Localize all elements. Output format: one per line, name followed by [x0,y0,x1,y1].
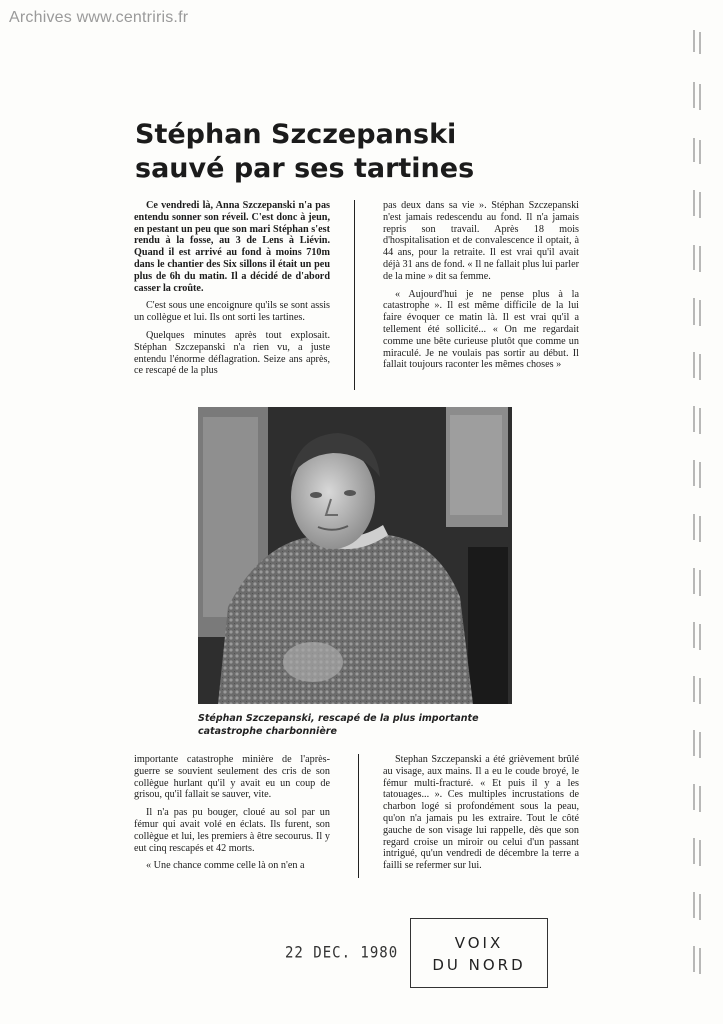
paragraph: « Une chance comme celle là on n'en a [146,860,305,872]
binder-margin-marks [688,30,718,990]
column-rule [358,754,359,878]
photo-caption: Stéphan Szczepanski, rescapé de la plus importante catastrophe charbonnière [198,713,479,737]
article-column-3 [134,754,330,878]
source-line-2: DU NORD [432,956,526,974]
paragraph: Stephan Szczepanski a été grièvement brûlé au visage, aux mains. Il a eu le coude broyé, le fémur multi-fracturé. « Et puis il y a les tatouages... ». Ces multiples incrustations de charbon logé si profondément sous la peau, qu'on n'a jamais pu les extraire. Tout le côté gauche de son visage lui rappelle, dès que son regard croise un miroir ou celui d'un passant intrigué, qu'un vendredi de décembre la terre a failli se refermer sur lui. [383,754,579,872]
paragraph: Il n'a pas pu bouger, cloué au sol par un fémur qui avait volé en éclats. Ils furent, son collègue et lui, les premiers à être secourus. Il y eut cinq rescapés et 42 morts. [134,807,330,854]
article-column-2 [383,200,579,377]
newspaper-source-stamp [410,918,548,988]
article-column-4 [383,754,579,878]
article-headline [135,118,555,186]
paragraph: Ce vendredi là, Anna Szczepanski n'a pas entendu sonner son réveil. C'est donc à jeun, en pestant un peu que son mari Stéphan s'est rendu à la fosse, au 3 de Lens à Liévin. Quand il est arrivé au fond à moins 710m dans le chantier des Six sillons il était un peu plus de 6h du matin. Il a décidé de d'abord casser la croûte. [134,200,330,294]
headline-line-2: sauvé par ses tartines [135,153,475,184]
paragraph: pas deux dans sa vie ». Stéphan Szczepanski n'est jamais redescendu au fond. Il n'a jamais repris son travail. Après 18 mois d'hospitalisation et de convalescence il optait, à 44 ans, pour la retraite. Il est vrai qu'il avait déjà 31 ans de fond. « Il ne fallait plus lui parler de la mine » dit sa femme. [383,200,579,282]
headline-line-1: Stéphan Szczepanski [135,119,457,150]
paragraph: Quelques minutes après tout explosait. Stéphan Szczepanski n'a rien vu, a juste entendu l'énorme déflagration. Seize ans après, ce rescapé de la plus [134,329,330,377]
archive-watermark: Archives www.centriris.fr [9,9,189,26]
source-line-1: VOIX [454,934,504,952]
article-photo [198,407,512,704]
photo-portrait-illustration [198,407,512,704]
paragraph: « Aujourd'hui je ne pense plus à la catastrophe ». Il est même difficile de la lui faire évoquer ce matin là. Il est vrai qu'il a tellement été sollicité... « On me regardait comme une bête curieuse plutôt que comme un miraculé. Je ne voulais pas sortir au début. Il fallait toujours raconter les mêmes choses » [383,288,579,371]
paragraph: C'est sous une encoignure qu'ils se sont assis un collègue et lui. Ils ont sorti les tartines. [134,300,330,324]
article-column-1 [134,200,330,383]
date-stamp: 22 DEC. 1980 [285,943,399,963]
paragraph: importante catastrophe minière de l'après-guerre se souvient seulement des cris de son collègue hurlant qu'il y avait eu un coup de grisou, qu'il fallait se sauver, vite. [134,754,330,801]
column-rule [354,200,355,390]
